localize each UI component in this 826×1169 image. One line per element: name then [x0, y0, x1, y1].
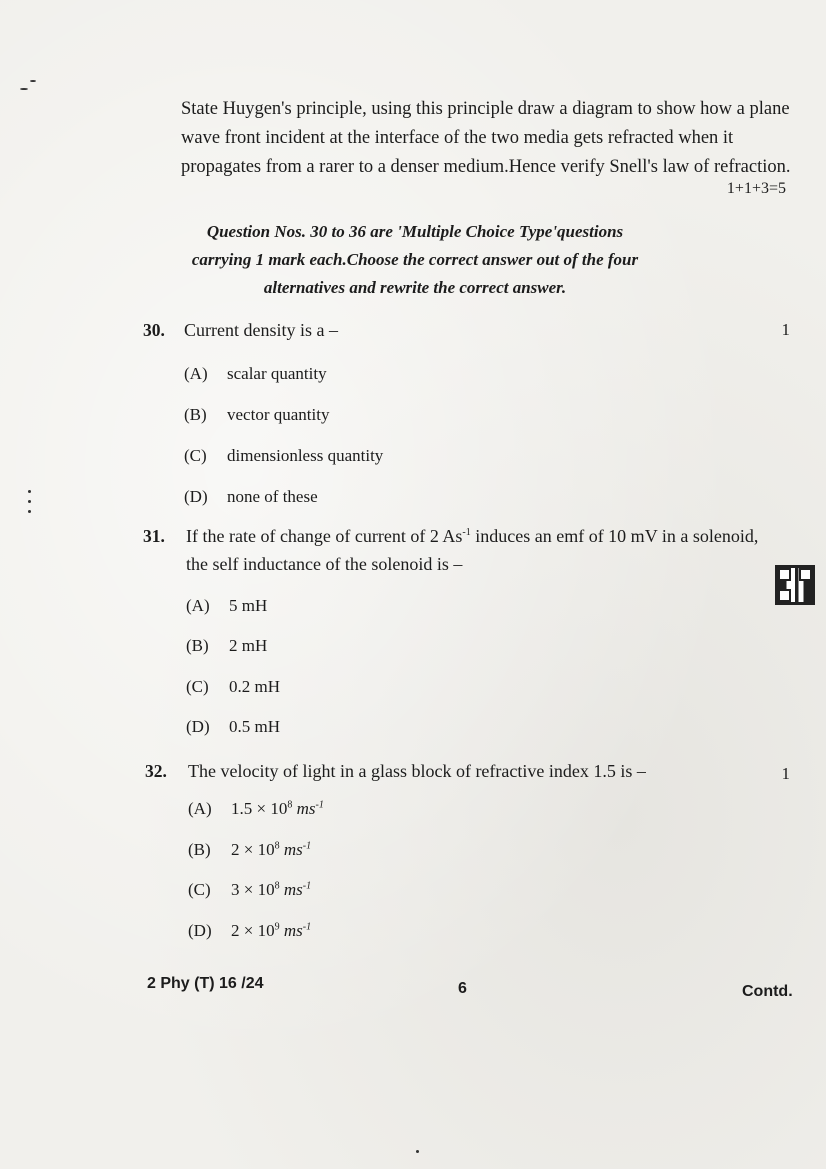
- q32-option-a-unit: ms: [296, 799, 316, 818]
- q30-number: 30.: [143, 320, 165, 340]
- q32-option-b-letter: (B): [188, 840, 211, 859]
- q32-option-b-exp: 8: [274, 840, 280, 852]
- paragraph-line-1: State Huygen's principle, using this principle draw a diagram to show how a plane: [181, 99, 790, 119]
- qr-finder-top-right: [799, 568, 812, 581]
- q32-option-a-text: [231, 799, 324, 819]
- q30-option-b-text: vector quantity: [227, 405, 330, 424]
- q32-text: The velocity of light in a glass block of refractive index 1.5 is –: [188, 761, 646, 781]
- qr-code: [775, 565, 815, 605]
- scan-speck: [28, 510, 31, 513]
- huygens-question: [181, 95, 791, 182]
- scan-speck: [28, 490, 31, 493]
- q32-option-c-unit-exp: -1: [302, 880, 312, 892]
- scan-speck: [30, 80, 36, 82]
- paragraph-line-3: propagates from a rarer to a denser medium.Hence verify Snell's law of refraction.: [181, 157, 791, 177]
- paper-code: 2 Phy (T) 16 /24: [147, 975, 264, 992]
- q31-text-line-2: the self inductance of the solenoid is –: [186, 554, 463, 574]
- q32-option-c-letter: (C): [188, 880, 211, 899]
- scan-speck: [20, 88, 28, 90]
- q30-option-c-text: dimensionless quantity: [227, 446, 384, 465]
- q32-option-d-base: 2 × 10: [231, 921, 275, 940]
- instruction-line-2: carrying 1 mark each.Choose the correct answer out of the four: [191, 250, 639, 269]
- q30-marks: 1: [781, 320, 790, 339]
- q32-option-b-unit: ms: [283, 840, 303, 859]
- q32-marks: 1: [781, 764, 790, 783]
- q32-option-a-base: 1.5 × 10: [231, 799, 288, 818]
- q30-option-d-text: none of these: [227, 487, 318, 506]
- q32-option-b-base: 2 × 10: [231, 840, 275, 859]
- page-number: 6: [458, 980, 467, 997]
- q32-option-d-unit-exp: -1: [302, 921, 312, 933]
- qr-finder-top-left: [778, 568, 791, 581]
- q31-option-d-letter: (D): [186, 717, 210, 736]
- scan-speck: [416, 1150, 419, 1153]
- q30-text: Current density is a –: [184, 320, 338, 340]
- huygens-marks: 1+1+3=5: [726, 180, 786, 197]
- q32-option-d-text: [231, 921, 311, 941]
- q31-text-superscript: -1: [462, 527, 471, 538]
- q32-option-c-text: [231, 880, 311, 900]
- continued-label: Contd.: [742, 983, 793, 1000]
- q32-option-a-exp: 8: [287, 799, 293, 811]
- q31-option-b-text: 2 mH: [229, 636, 268, 655]
- q30-option-a-letter: (A): [184, 364, 208, 383]
- q30-option-c-letter: (C): [184, 446, 207, 465]
- q31-option-b-letter: (B): [186, 636, 209, 655]
- q31-text-part-1: If the rate of change of current of 2 As: [186, 526, 463, 546]
- scan-speck: [28, 500, 31, 503]
- q32-option-b-unit-exp: -1: [302, 840, 312, 852]
- q32-option-d-unit: ms: [283, 921, 303, 940]
- q32-option-d-exp: 9: [274, 921, 280, 933]
- q32-option-a-unit-exp: -1: [315, 799, 324, 811]
- q30-option-b-letter: (B): [184, 405, 207, 424]
- q30-option-d-letter: (D): [184, 487, 208, 506]
- q32-number: 32.: [145, 761, 167, 781]
- q32-option-d-letter: (D): [188, 921, 212, 940]
- instruction-line-3: alternatives and rewrite the correct answer.: [263, 278, 567, 297]
- paragraph-line-2: wave front incident at the interface of the two media gets refracted when it: [181, 128, 734, 148]
- q31-number: 31.: [143, 526, 165, 546]
- q31-option-c-letter: (C): [186, 677, 209, 696]
- instruction-line-1: Question Nos. 30 to 36 are 'Multiple Choice Type'questions: [206, 222, 624, 241]
- q31-text-line-1: [186, 526, 758, 547]
- q31-option-a-text: 5 mH: [229, 596, 268, 615]
- q32-option-b-text: [231, 840, 311, 860]
- q31-option-a-letter: (A): [186, 596, 210, 615]
- q31-option-d-text: 0.5 mH: [229, 717, 280, 736]
- q32-option-c-base: 3 × 10: [231, 880, 275, 899]
- q32-option-c-unit: ms: [283, 880, 303, 899]
- q31-text-part-2: induces an emf of 10 mV in a solenoid,: [470, 526, 759, 546]
- q31-option-c-text: 0.2 mH: [229, 677, 280, 696]
- q32-option-c-exp: 8: [274, 880, 280, 892]
- q32-option-a-letter: (A): [188, 799, 212, 818]
- qr-finder-bottom-left: [778, 589, 791, 602]
- q30-option-a-text: scalar quantity: [227, 364, 327, 383]
- mcq-instruction: [150, 218, 680, 302]
